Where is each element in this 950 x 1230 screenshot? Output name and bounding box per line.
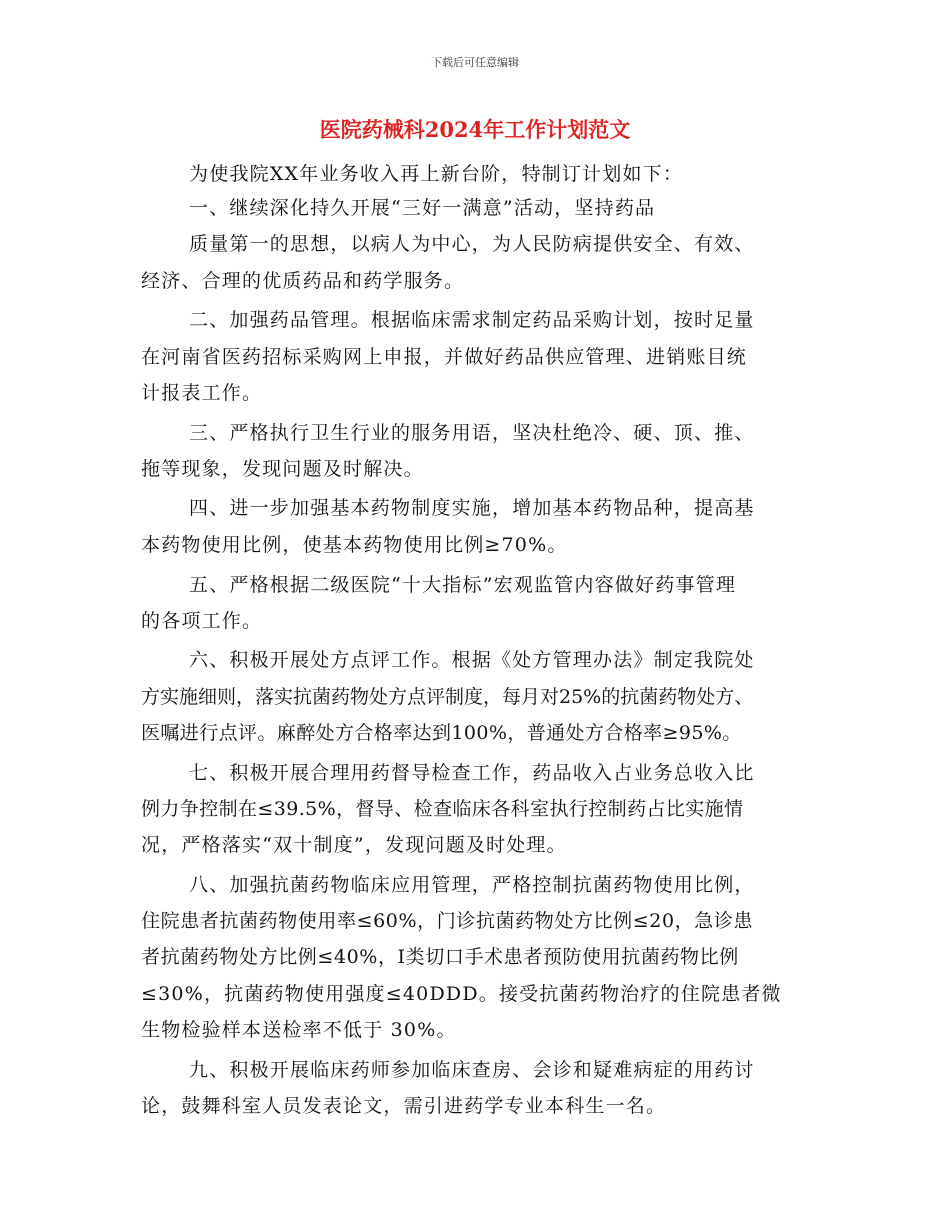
paragraph-line: 七、积极开展合理用药督导检查工作，药品收入占业务总收入比 xyxy=(189,762,755,784)
paragraph-line: 三、严格执行卫生行业的服务用语，坚决杜绝冷、硬、顶、推、 xyxy=(189,422,755,444)
paragraph-line: 本药物使用比例，使基本药物使用比例≥70%。 xyxy=(141,534,568,556)
paragraph-line: 为使我院XX年业务收入再上新台阶，特制订计划如下： xyxy=(189,163,684,185)
paragraph-line: 二、加强药品管理。根据临床需求制定药品采购计划，按时足量 xyxy=(189,309,755,331)
paragraph-line: 质量第一的思想，以病人为中心，为人民防病提供安全、有效、 xyxy=(189,233,755,255)
paragraph-line: 的各项工作。 xyxy=(141,610,263,632)
paragraph-line: 五、严格根据二级医院“十大指标”宏观监管内容做好药事管理 xyxy=(189,574,737,596)
paragraph-line: 拖等现象，发现问题及时解决。 xyxy=(141,458,424,480)
paragraph-line: 者抗菌药物处方比例≤40%，Ⅰ类切口手术患者预防使用抗菌药物比例 xyxy=(141,946,739,968)
header-note: 下载后可任意编辑 xyxy=(431,56,519,69)
paragraph-line: ≤30%，抗菌药物使用强度≤40DDD。接受抗菌药物治疗的住院患者微 xyxy=(141,983,782,1005)
paragraph-line: 况，严格落实“双十制度”，发现问题及时处理。 xyxy=(141,834,567,856)
paragraph-line: 例力争控制在≤39.5%，督导、检查临床各科室执行控制药占比实施情 xyxy=(141,798,744,820)
paragraph-line: 九、积极开展临床药师参加临床查房、会诊和疑难病症的用药讨 xyxy=(189,1059,755,1081)
paragraph-line: 一、继续深化持久开展“三好一满意”活动，坚持药品 xyxy=(189,197,656,219)
paragraph-line: 住院患者抗菌药物使用率≤60%，门诊抗菌药物处方比例≤20，急诊患 xyxy=(141,910,754,932)
paragraph-line: 生物检验样本送检率不低于 30%。 xyxy=(141,1019,457,1041)
paragraph-line: 四、进一步加强基本药物制度实施，增加基本药物品种，提高基 xyxy=(189,497,755,519)
paragraph-line: 六、积极开展处方点评工作。根据《处方管理办法》制定我院处 xyxy=(189,649,755,671)
paragraph-line: 医嘱进行点评。麻醉处方合格率达到100%，普通处方合格率≥95%。 xyxy=(141,722,742,744)
document-title: 医院药械科2024年工作计划范文 xyxy=(319,117,631,142)
paragraph-line: 计报表工作。 xyxy=(141,382,263,404)
paragraph-line: 论，鼓舞科室人员发表论文，需引进药学专业本科生一名。 xyxy=(141,1095,667,1117)
paragraph-line: 经济、合理的优质药品和药学服务。 xyxy=(141,270,465,292)
paragraph-line: 在河南省医药招标采购网上申报，并做好药品供应管理、进销账目统 xyxy=(141,346,748,368)
paragraph-line: 方实施细则，落实抗菌药物处方点评制度，每月对25%的抗菌药物处方、 xyxy=(141,686,754,708)
paragraph-line: 八、加强抗菌药物临床应用管理，严格控制抗菌药物使用比例， xyxy=(189,874,755,896)
